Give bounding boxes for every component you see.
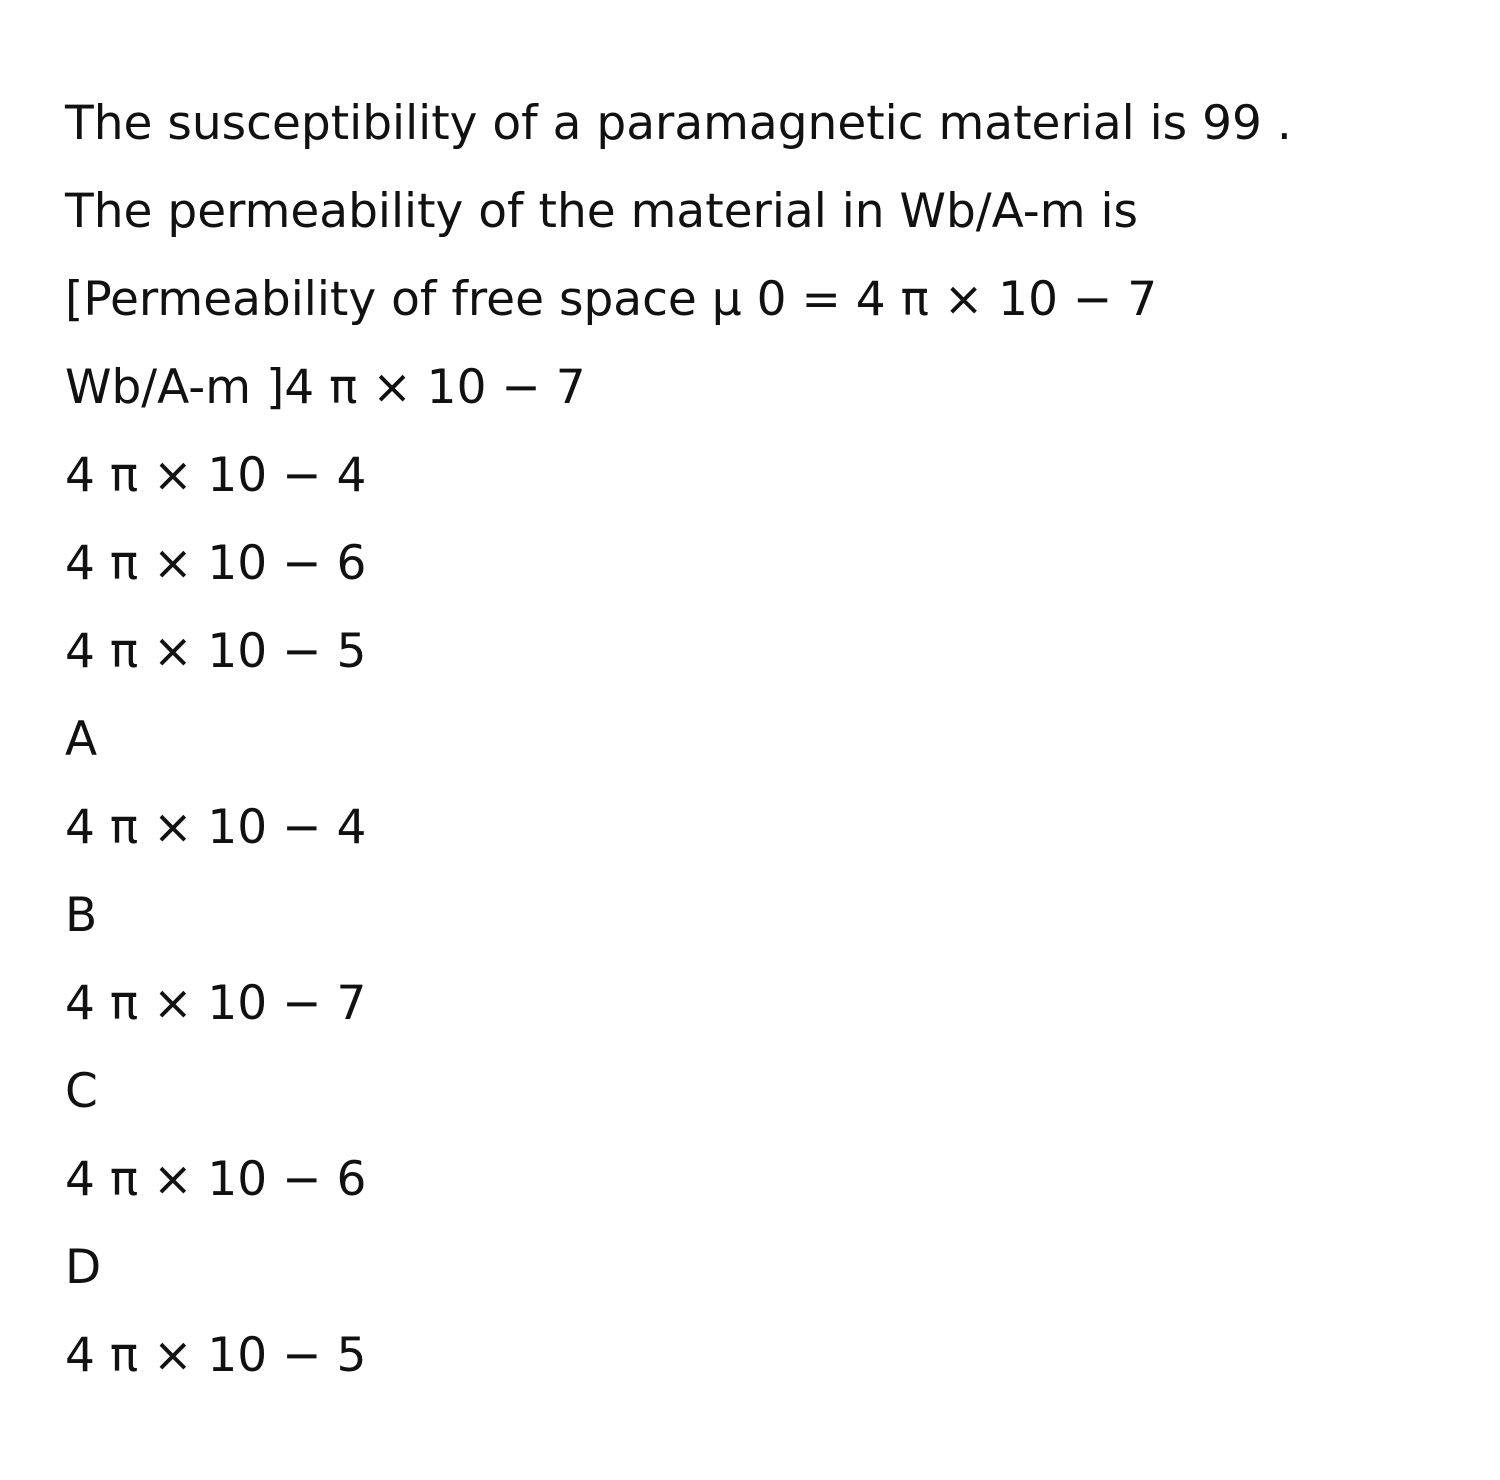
option-letter: D [65, 1240, 102, 1295]
option-c[interactable] [65, 1048, 1465, 1224]
option-value: 4 π × 10 − 4 [65, 800, 367, 855]
inline-option-list [65, 432, 1465, 696]
option-b[interactable] [65, 872, 1465, 1048]
question-line: Wb/A-m ]4 π × 10 − 7 [65, 360, 586, 415]
question-line: The susceptibility of a paramagnetic material is 99 . [65, 96, 1292, 151]
option-letter: A [65, 712, 98, 767]
inline-option: 4 π × 10 − 4 [65, 448, 367, 503]
option-letter: B [65, 888, 98, 943]
option-value: 4 π × 10 − 6 [65, 1152, 367, 1207]
question-text [65, 80, 1465, 432]
option-letter: C [65, 1064, 98, 1119]
option-value: 4 π × 10 − 5 [65, 1328, 367, 1383]
question-line: [Permeability of free space μ 0 = 4 π × 10 − 7 [65, 272, 1158, 327]
option-d[interactable] [65, 1224, 1465, 1400]
question-document [65, 80, 1465, 1400]
inline-option: 4 π × 10 − 6 [65, 536, 367, 591]
answer-options [65, 696, 1465, 1400]
option-value: 4 π × 10 − 7 [65, 976, 367, 1031]
inline-option: 4 π × 10 − 5 [65, 624, 367, 679]
option-a[interactable] [65, 696, 1465, 872]
question-line: The permeability of the material in Wb/A-m is [65, 184, 1138, 239]
